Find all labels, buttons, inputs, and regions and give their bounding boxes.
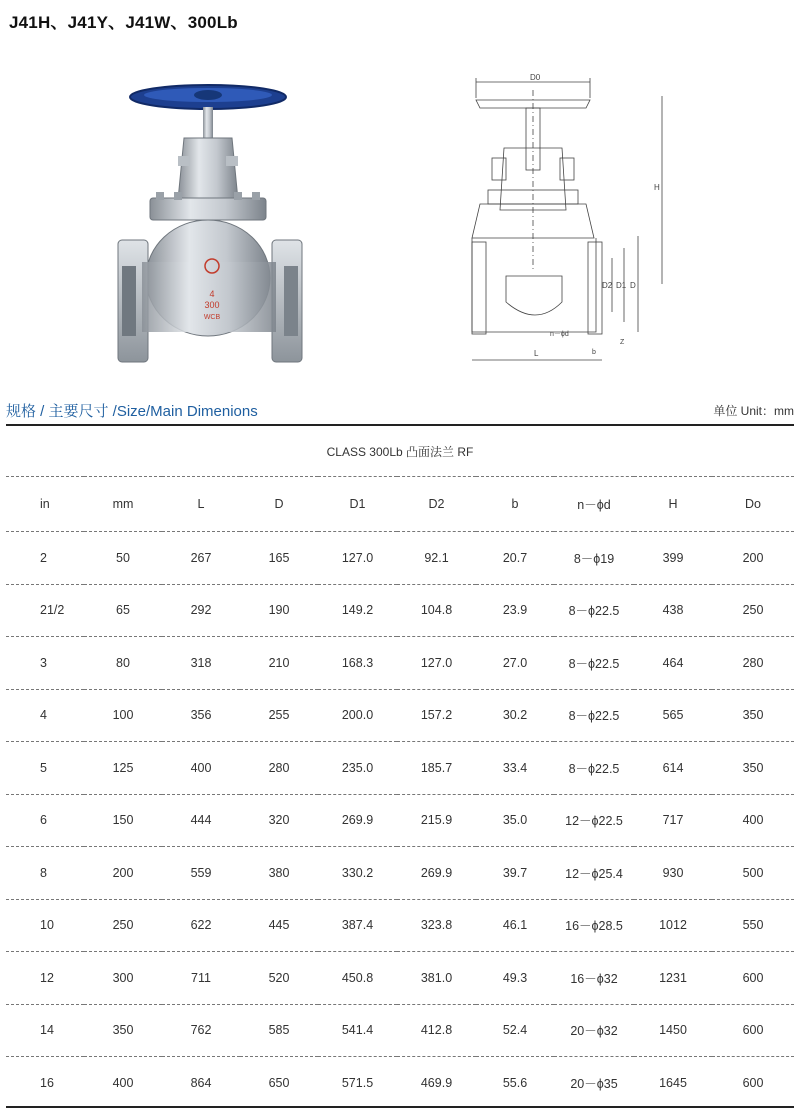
table-header-row <box>6 477 794 532</box>
table-cell: 8－ϕ22.5 <box>554 584 634 637</box>
table-cell: 190 <box>240 584 318 637</box>
table-cell: 320 <box>240 794 318 847</box>
page-title: J41H、J41Y、J41W、300Lb <box>9 13 238 32</box>
table-cell: 149.2 <box>318 584 397 637</box>
table-cell: 550 <box>712 899 794 952</box>
table-cell: 300 <box>84 952 162 1005</box>
table-row <box>6 847 794 900</box>
table-cell: 3 <box>6 637 84 690</box>
table-cell: 280 <box>240 742 318 795</box>
table-cell: 127.0 <box>397 637 476 690</box>
table-cell: 585 <box>240 1004 318 1057</box>
column-header: D2 <box>397 477 476 532</box>
table-cell: 235.0 <box>318 742 397 795</box>
table-cell: 571.5 <box>318 1057 397 1110</box>
table-cell: 20.7 <box>476 532 554 585</box>
table-cell: 650 <box>240 1057 318 1110</box>
table-cell: 150 <box>84 794 162 847</box>
table-cell: 469.9 <box>397 1057 476 1110</box>
drawing-label-do: D0 <box>530 73 541 82</box>
valve-stem <box>203 107 213 139</box>
table-cell: 92.1 <box>397 532 476 585</box>
table-cell: 1012 <box>634 899 712 952</box>
table-cell: 100 <box>84 689 162 742</box>
table-cell: 14 <box>6 1004 84 1057</box>
table-cell: 400 <box>712 794 794 847</box>
table-cell: 12－ϕ25.4 <box>554 847 634 900</box>
table-cell: 6 <box>6 794 84 847</box>
table-cell: 4 <box>6 689 84 742</box>
drawing-label-l: L <box>534 349 539 358</box>
table-cell: 622 <box>162 899 240 952</box>
table-cell: 541.4 <box>318 1004 397 1057</box>
table-cell: 500 <box>712 847 794 900</box>
table-cell: 399 <box>634 532 712 585</box>
table-cell: 350 <box>84 1004 162 1057</box>
table-row <box>6 1057 794 1110</box>
table-cell: 614 <box>634 742 712 795</box>
table-cell: 200 <box>84 847 162 900</box>
table-cell: 23.9 <box>476 584 554 637</box>
table-cell: 16－ϕ32 <box>554 952 634 1005</box>
table-cell: 1645 <box>634 1057 712 1110</box>
table-cell: 210 <box>240 637 318 690</box>
table-row <box>6 794 794 847</box>
table-cell: 127.0 <box>318 532 397 585</box>
table-cell: 864 <box>162 1057 240 1110</box>
table-cell: 444 <box>162 794 240 847</box>
table-cell: 1450 <box>634 1004 712 1057</box>
table-cell: 185.7 <box>397 742 476 795</box>
table-cell: 350 <box>712 689 794 742</box>
table-cell: 600 <box>712 1057 794 1110</box>
table-cell: 35.0 <box>476 794 554 847</box>
unit-label: 单位 Unit：mm <box>713 404 794 418</box>
section-header <box>6 398 794 426</box>
table-cell: 200.0 <box>318 689 397 742</box>
table-cell: 30.2 <box>476 689 554 742</box>
column-header: D <box>240 477 318 532</box>
table-cell: 380 <box>240 847 318 900</box>
body-mark-class: 300 <box>204 300 220 310</box>
section-title: 规格 / 主要尺寸 /Size/Main Dimenions <box>6 403 258 420</box>
table-cell: 165 <box>240 532 318 585</box>
column-header: n－ϕd <box>554 477 634 532</box>
table-cell: 215.9 <box>397 794 476 847</box>
table-row <box>6 1004 794 1057</box>
drawing-label-b: b <box>592 349 596 356</box>
table-cell: 559 <box>162 847 240 900</box>
table-cell: 50 <box>84 532 162 585</box>
table-row <box>6 742 794 795</box>
table-cell: 104.8 <box>397 584 476 637</box>
table-cell: 2 <box>6 532 84 585</box>
table-cell: 46.1 <box>476 899 554 952</box>
table-cell: 10 <box>6 899 84 952</box>
drawing-label-nd: n－ϕd <box>550 331 569 338</box>
table-cell: 387.4 <box>318 899 397 952</box>
table-bottom-rule <box>6 1106 794 1108</box>
table-cell: 250 <box>84 899 162 952</box>
table-cell: 350 <box>712 742 794 795</box>
valve-drawing <box>466 70 676 370</box>
table-cell: 16－ϕ28.5 <box>554 899 634 952</box>
table-cell: 1231 <box>634 952 712 1005</box>
table-cell: 255 <box>240 689 318 742</box>
table-cell: 267 <box>162 532 240 585</box>
table-cell: 318 <box>162 637 240 690</box>
table-cell: 600 <box>712 1004 794 1057</box>
body-mark-size: 4 <box>209 289 215 299</box>
column-header: L <box>162 477 240 532</box>
table-cell: 168.3 <box>318 637 397 690</box>
table-cell: 12 <box>6 952 84 1005</box>
table-cell: 711 <box>162 952 240 1005</box>
table-cell: 323.8 <box>397 899 476 952</box>
table-cell: 400 <box>162 742 240 795</box>
table-cell: 12－ϕ22.5 <box>554 794 634 847</box>
table-cell: 292 <box>162 584 240 637</box>
table-cell: 250 <box>712 584 794 637</box>
body-mark-material: WCB <box>203 314 221 321</box>
column-header: b <box>476 477 554 532</box>
column-header: mm <box>84 477 162 532</box>
class-label: CLASS 300Lb 凸面法兰 RF <box>326 444 474 459</box>
valve-photo <box>112 80 312 370</box>
table-cell: 450.8 <box>318 952 397 1005</box>
column-header: Do <box>712 477 794 532</box>
table-cell: 8－ϕ22.5 <box>554 637 634 690</box>
table-cell: 125 <box>84 742 162 795</box>
table-cell: 269.9 <box>318 794 397 847</box>
table-cell: 762 <box>162 1004 240 1057</box>
table-cell: 520 <box>240 952 318 1005</box>
drawing-label-d1: D1 <box>616 281 627 290</box>
table-row <box>6 637 794 690</box>
spec-table <box>6 476 794 1109</box>
table-cell: 80 <box>84 637 162 690</box>
table-top-rule <box>6 424 794 426</box>
table-cell: 157.2 <box>397 689 476 742</box>
table-cell: 39.7 <box>476 847 554 900</box>
column-header: in <box>6 477 84 532</box>
table-cell: 8－ϕ22.5 <box>554 689 634 742</box>
table-cell: 412.8 <box>397 1004 476 1057</box>
drawing-label-d: D <box>630 281 636 290</box>
table-cell: 717 <box>634 794 712 847</box>
table-cell: 65 <box>84 584 162 637</box>
table-cell: 8－ϕ22.5 <box>554 742 634 795</box>
table-cell: 464 <box>634 637 712 690</box>
table-cell: 269.9 <box>397 847 476 900</box>
table-row <box>6 532 794 585</box>
table-cell: 20－ϕ32 <box>554 1004 634 1057</box>
table-cell: 381.0 <box>397 952 476 1005</box>
table-cell: 49.3 <box>476 952 554 1005</box>
table-cell: 356 <box>162 689 240 742</box>
table-cell: 27.0 <box>476 637 554 690</box>
table-row <box>6 689 794 742</box>
table-cell: 600 <box>712 952 794 1005</box>
table-cell: 438 <box>634 584 712 637</box>
table-cell: 930 <box>634 847 712 900</box>
table-row <box>6 584 794 637</box>
table-cell: 16 <box>6 1057 84 1110</box>
drawing-label-d2: D2 <box>602 281 613 290</box>
table-cell: 200 <box>712 532 794 585</box>
valve-yoke <box>178 138 238 200</box>
table-cell: 445 <box>240 899 318 952</box>
table-row <box>6 899 794 952</box>
table-cell: 21/2 <box>6 584 84 637</box>
table-row <box>6 952 794 1005</box>
bonnet-flange <box>150 198 266 220</box>
table-cell: 55.6 <box>476 1057 554 1110</box>
table-cell: 330.2 <box>318 847 397 900</box>
column-header: H <box>634 477 712 532</box>
table-cell: 5 <box>6 742 84 795</box>
table-cell: 280 <box>712 637 794 690</box>
drawing-label-z: Z <box>620 339 625 346</box>
drawing-label-h: H <box>654 183 660 192</box>
table-cell: 8 <box>6 847 84 900</box>
column-header: D1 <box>318 477 397 532</box>
table-cell: 52.4 <box>476 1004 554 1057</box>
table-cell: 8－ϕ19 <box>554 532 634 585</box>
table-cell: 33.4 <box>476 742 554 795</box>
table-cell: 565 <box>634 689 712 742</box>
table-cell: 400 <box>84 1057 162 1110</box>
table-cell: 20－ϕ35 <box>554 1057 634 1110</box>
